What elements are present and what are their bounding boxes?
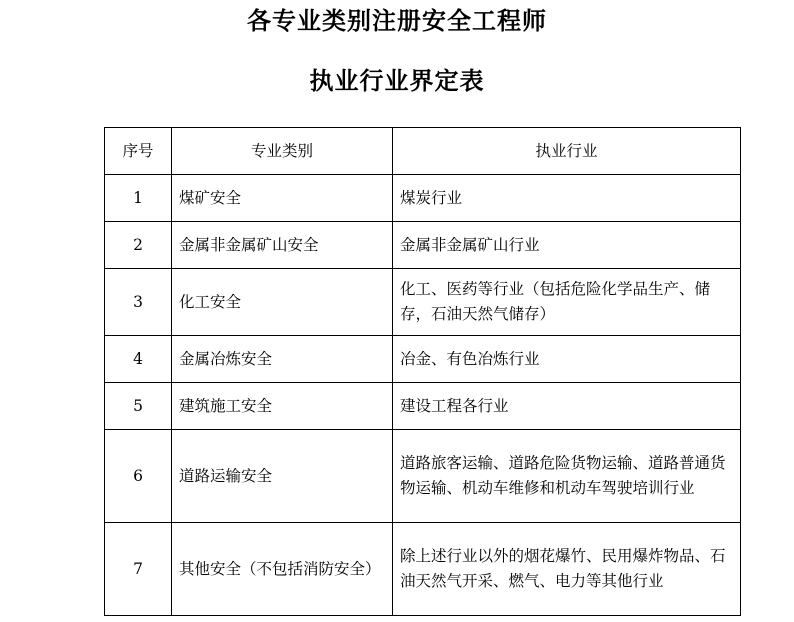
row-industry: 道路旅客运输、道路危险货物运输、道路普通货物运输、机动车维修和机动车驾驶培训行业 <box>393 430 741 523</box>
row-number: 4 <box>105 336 172 383</box>
table-header-row <box>105 128 741 175</box>
table-row <box>105 383 741 430</box>
table-row <box>105 269 741 336</box>
industry-definition-table <box>104 127 741 616</box>
row-industry: 除上述行业以外的烟花爆竹、民用爆炸物品、石油天然气开采、燃气、电力等其他行业 <box>393 523 741 616</box>
row-industry: 建设工程各行业 <box>393 383 741 430</box>
table-row <box>105 523 741 616</box>
row-number: 2 <box>105 222 172 269</box>
row-industry: 煤炭行业 <box>393 175 741 222</box>
table-row <box>105 222 741 269</box>
row-category: 其他安全（不包括消防安全） <box>172 523 393 616</box>
row-category: 金属冶炼安全 <box>172 336 393 383</box>
document-title-line2: 执业行业界定表 <box>309 66 485 95</box>
row-number: 6 <box>105 430 172 523</box>
row-category: 煤矿安全 <box>172 175 393 222</box>
header-category: 专业类别 <box>172 128 393 175</box>
row-number: 5 <box>105 383 172 430</box>
row-industry: 化工、医药等行业（包括危险化学品生产、储存，石油天然气储存） <box>393 269 741 336</box>
header-serial-number: 序号 <box>105 128 172 175</box>
row-number: 3 <box>105 269 172 336</box>
row-industry: 冶金、有色冶炼行业 <box>393 336 741 383</box>
header-industry: 执业行业 <box>393 128 741 175</box>
row-number: 1 <box>105 175 172 222</box>
row-category: 金属非金属矿山安全 <box>172 222 393 269</box>
table-row <box>105 430 741 523</box>
row-industry: 金属非金属矿山行业 <box>393 222 741 269</box>
table-row <box>105 175 741 222</box>
row-category: 化工安全 <box>172 269 393 336</box>
table-row <box>105 336 741 383</box>
document-title-line1: 各专业类别注册安全工程师 <box>247 6 547 35</box>
row-category: 道路运输安全 <box>172 430 393 523</box>
row-number: 7 <box>105 523 172 616</box>
row-category: 建筑施工安全 <box>172 383 393 430</box>
